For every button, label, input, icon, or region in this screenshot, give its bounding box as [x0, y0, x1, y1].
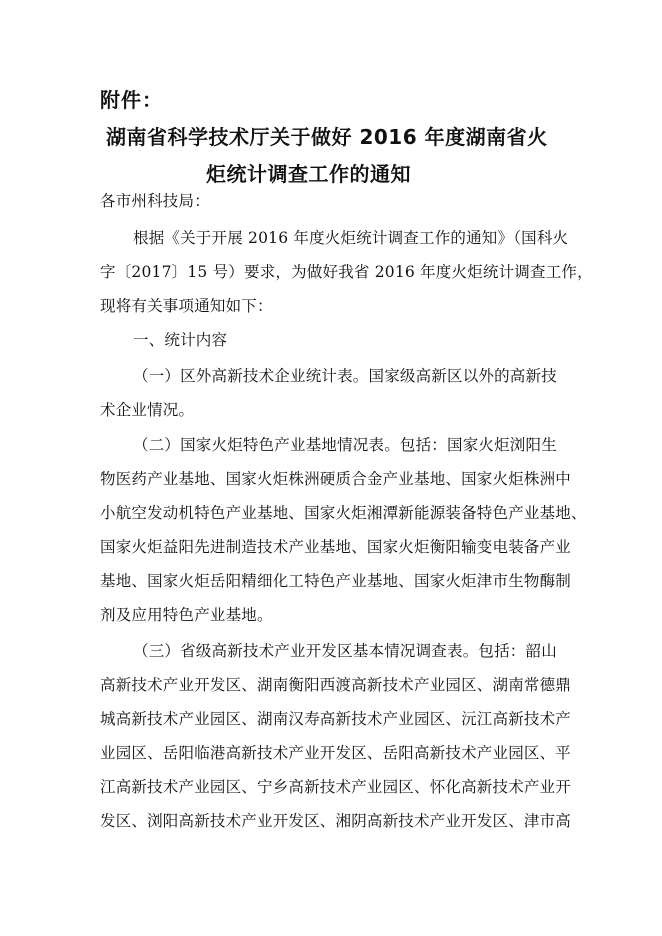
- body-line-13: （三）省级高新技术产业开发区基本情况调查表。包括：韶山: [133, 642, 557, 660]
- document-title-line-2: 炬统计调查工作的通知: [206, 162, 411, 186]
- body-line-9: 小航空发动机特色产业基地、国家火炬湘潭新能源装备特色产业基地、: [100, 504, 587, 522]
- body-line-16: 业园区、岳阳临港高新技术产业开发区、岳阳高新技术产业园区、平: [100, 744, 572, 762]
- body-line-2: 字〔2017〕15 号）要求，为做好我省 2016 年度火炬统计调查工作，: [100, 263, 593, 281]
- body-line-14: 高新技术产业开发区、湖南衡阳西渡高新技术产业园区、湖南常德鼎: [100, 676, 572, 694]
- body-line-6: 术企业情况。: [100, 401, 195, 419]
- body-line-12: 剂及应用特色产业基地。: [100, 606, 273, 624]
- body-line-10: 国家火炬益阳先进制造技术产业基地、国家火炬衡阳输变电装备产业: [100, 538, 572, 556]
- section-heading-1: 一、统计内容: [133, 331, 228, 349]
- body-line-3: 现将有关事项通知如下：: [100, 297, 273, 315]
- body-line-1: 根据《关于开展 2016 年度火炬统计调查工作的通知》（国科火: [133, 229, 569, 247]
- body-line-5: （一）区外高新技术企业统计表。国家级高新区以外的高新技: [133, 367, 557, 385]
- salutation: 各市州科技局：: [100, 192, 210, 210]
- body-line-11: 基地、国家火炬岳阳精细化工特色产业基地、国家火炬津市生物酶制: [100, 572, 572, 590]
- body-line-7: （二）国家火炬特色产业基地情况表。包括：国家火炬浏阳生: [133, 436, 557, 454]
- body-line-18: 发区、浏阳高新技术产业开发区、湘阴高新技术产业开发区、津市高: [100, 812, 572, 830]
- body-line-15: 城高新技术产业园区、湖南汉寿高新技术产业园区、沅江高新技术产: [100, 710, 572, 728]
- body-line-8: 物医药产业基地、国家火炬株洲硬质合金产业基地、国家火炬株洲中: [100, 470, 572, 488]
- attachment-label: 附件：: [100, 88, 163, 112]
- document-title-line-1: 湖南省科学技术厅关于做好 2016 年度湖南省火: [106, 125, 548, 149]
- body-line-17: 江高新技术产业园区、宁乡高新技术产业园区、怀化高新技术产业开: [100, 778, 572, 796]
